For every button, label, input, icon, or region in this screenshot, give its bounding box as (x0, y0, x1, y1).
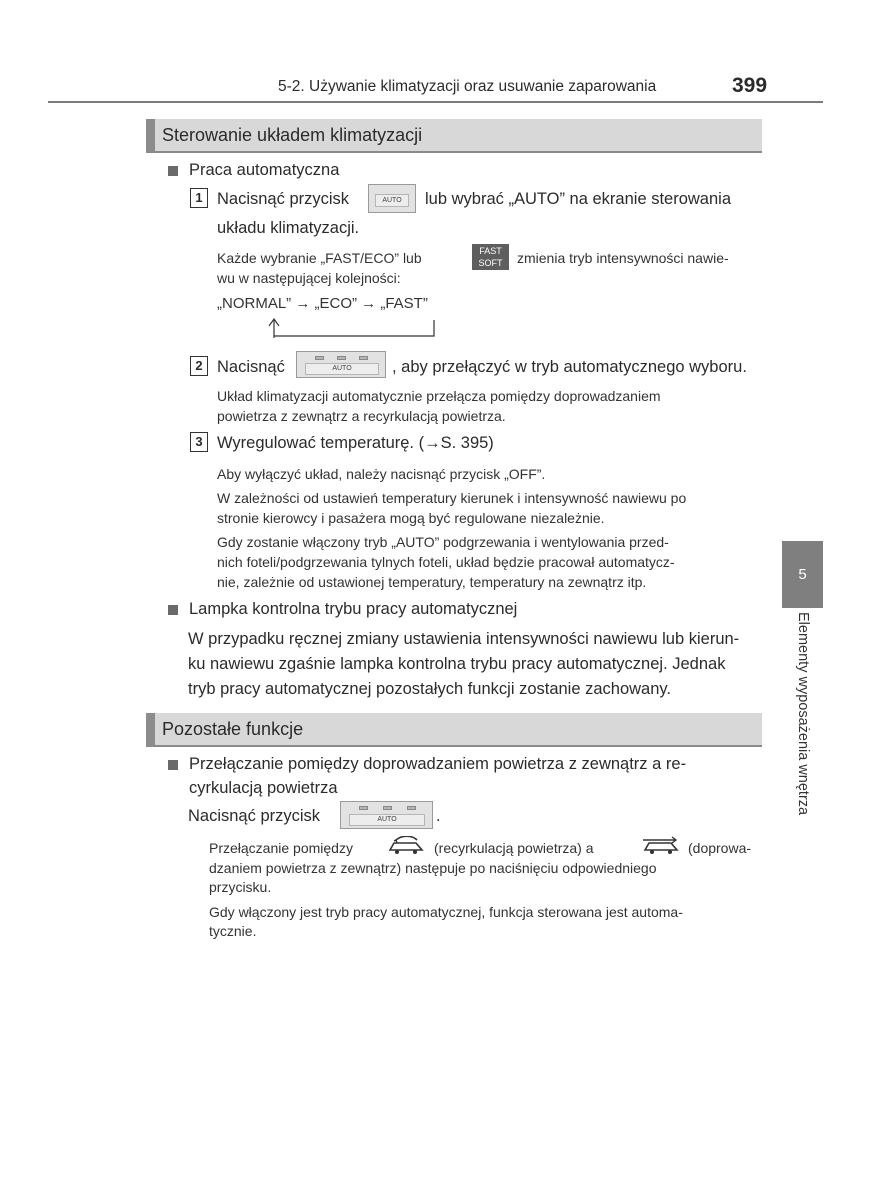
header-rule (48, 101, 823, 103)
fast-soft-icon-top: FAST (479, 246, 502, 256)
step-3-note-2-line2: stronie kierowcy i pasażera mogą być regulowane niezależnie. (217, 510, 605, 526)
square-bullet-icon (168, 166, 178, 176)
step-2-note-line1: Układ klimatyzacji automatycznie przełącza pomiędzy doprowadzaniem (217, 388, 661, 404)
recirc-panel-button (340, 801, 433, 829)
step-3-number: 3 (190, 432, 208, 452)
square-bullet-icon (168, 605, 178, 615)
step-3-note-2-line1: W zależności od ustawień temperatury kierunek i intensywność nawiewu po (217, 490, 687, 506)
recirc-panel-button-label: AUTO (349, 814, 425, 826)
step-2-number: 2 (190, 356, 208, 376)
indicator-led-2 (383, 806, 392, 810)
step-3-note-3-line3: nie, zależnie od ustawionej temperatury, temperatury na zewnątrz itp. (217, 574, 647, 590)
outside-air-icon (641, 836, 681, 856)
recirc-note2-line2: tycznie. (209, 923, 257, 939)
climate-panel-button-label: AUTO (305, 363, 379, 375)
subheading-recirculation (168, 755, 768, 801)
chapter-label: Elementy wyposażenia wnętrza (795, 612, 811, 816)
subheading-text: Lampka kontrolna trybu pracy automatycznej (189, 600, 518, 618)
section-title: Sterowanie układem klimatyzacji (162, 125, 423, 145)
climate-panel-button (296, 351, 386, 378)
indicator-led-1 (359, 806, 368, 810)
step-1-text-pre: Nacisnąć przycisk (217, 190, 350, 208)
recirc-note-post: (doprowa- (688, 840, 752, 856)
indicator-led-2 (337, 356, 346, 360)
auto-button (368, 184, 416, 213)
step-3-note-3-line2: nich foteli/podgrzewania tylnych foteli, układ będzie pracował automatycz- (217, 554, 675, 570)
step-3-note-1: Aby wyłączyć układ, należy nacisnąć przycisk „OFF”. (217, 466, 546, 482)
section-bar-edge (146, 119, 155, 151)
recirc-note-line3: przycisku. (209, 879, 272, 895)
indicator-led-3 (407, 806, 416, 810)
recirc-note2-line1: Gdy włączony jest tryb pracy automatycznej, funkcja sterowana jest automa- (209, 904, 683, 920)
indicator-led-3 (359, 356, 368, 360)
subheading-text: Praca automatyczna (189, 161, 340, 179)
mode-sequence: „NORMAL” → „ECO” → „FAST” (217, 295, 428, 312)
fast-soft-icon (472, 244, 509, 270)
step-2-text-pre: Nacisnąć (217, 358, 285, 376)
sequence-loop-arrow-icon (262, 316, 442, 340)
section-bar-climate-control (146, 119, 762, 153)
step-2-note-line2: powietrza z zewnątrz a recyrkulacją powietrza. (217, 408, 506, 424)
step-1-number: 1 (190, 188, 208, 208)
section-bar-edge (146, 713, 155, 745)
recirc-press-pre: Nacisnąć przycisk (188, 807, 321, 825)
fast-soft-icon-bottom: SOFT (478, 258, 503, 268)
recirc-note-line2: dzaniem powietrza z zewnątrz) następuje po naciśnięciu odpowiedniego (209, 860, 657, 876)
subheading-auto-indicator (168, 600, 668, 622)
step-3-note-3-line1: Gdy zostanie włączony tryb „AUTO” podgrzewania i wentylowania przed- (217, 534, 669, 550)
auto-button-label: AUTO (375, 194, 409, 207)
recirc-press-post: . (436, 807, 441, 825)
subheading-text-line2: cyrkulacją powietrza (189, 779, 338, 797)
step-1-note-pre: Każde wybranie „FAST/ECO” lub (217, 250, 422, 266)
section-bar-other-functions (146, 713, 762, 747)
running-header-title: 5-2. Używanie klimatyzacji oraz usuwanie zaparowania (278, 78, 657, 95)
step-3-text: Wyregulować temperaturę. (→S. 395) (217, 434, 494, 452)
subheading-auto-mode (168, 161, 568, 183)
indicator-led-1 (315, 356, 324, 360)
step-1-text-post: lub wybrać „AUTO” na ekranie sterowania (425, 190, 731, 208)
recirc-note-pre: Przełączanie pomiędzy (209, 840, 353, 856)
recirculation-icon (386, 836, 426, 856)
step-1-note-post: zmienia tryb intensywności nawie- (517, 250, 729, 266)
square-bullet-icon (168, 760, 178, 770)
indicator-body-line3: tryb pracy automatycznej pozostałych funkcji zostanie zachowany. (188, 680, 672, 698)
step-1-note-line2: wu w następującej kolejności: (217, 270, 401, 286)
step-1-text-line2: układu klimatyzacji. (217, 219, 360, 237)
indicator-body-line1: W przypadku ręcznej zmiany ustawienia intensywności nawiewu lub kierun- (188, 630, 740, 648)
step-2-text-post: , aby przełączyć w tryb automatycznego wyboru. (392, 358, 747, 376)
subheading-text-line1: Przełączanie pomiędzy doprowadzaniem powietrza z zewnątrz a re- (189, 755, 687, 773)
section-title: Pozostałe funkcje (162, 719, 304, 739)
chapter-number: 5 (798, 566, 807, 583)
indicator-body-line2: ku nawiewu zgaśnie lampka kontrolna trybu pracy automatycznej. Jednak (188, 655, 726, 673)
page-number: 399 (732, 74, 768, 97)
recirc-note-mid: (recyrkulacją powietrza) a (434, 840, 594, 856)
